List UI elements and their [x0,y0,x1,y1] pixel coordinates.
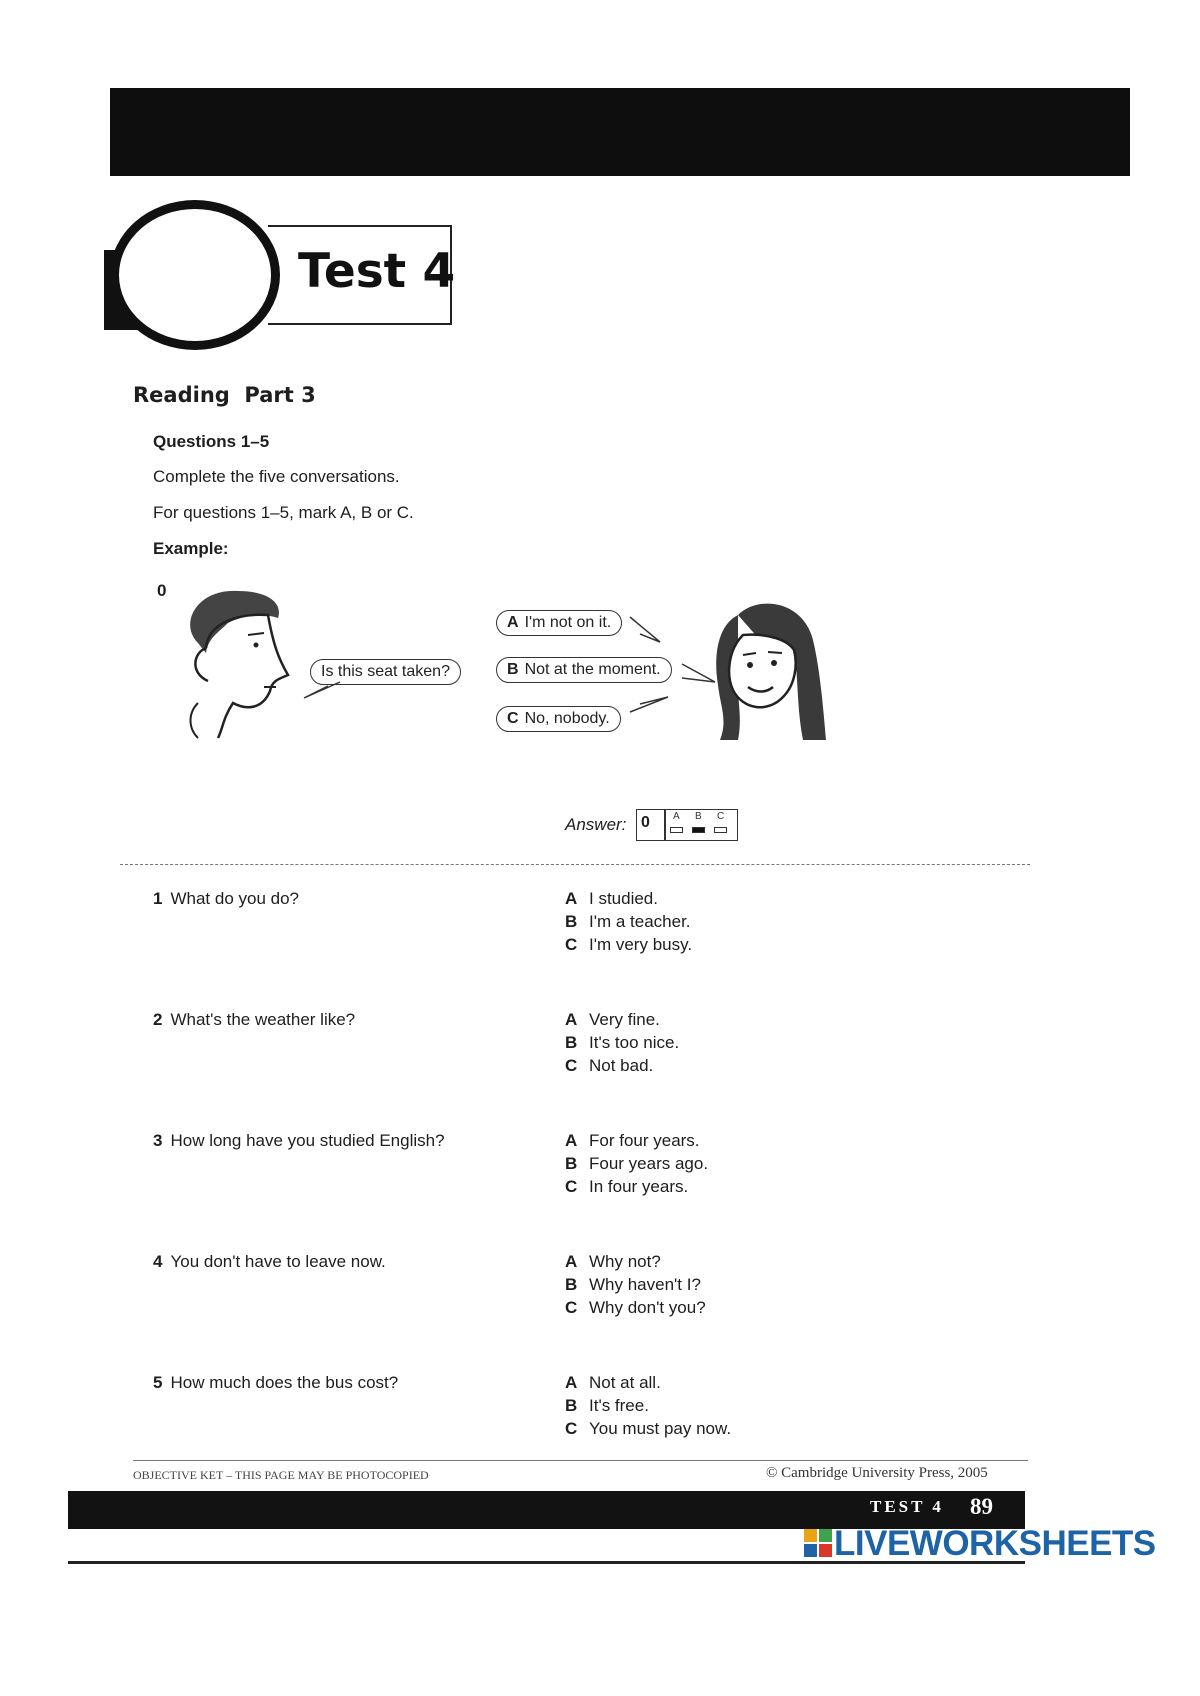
question-4-options [565,1252,706,1321]
example-question-bubble: Is this seat taken? [310,659,461,685]
question-5: 5 How much does the bus cost? [153,1373,399,1392]
answer-slot-c [714,827,727,833]
liveworksheets-watermark: LIVEWORKSHEETS [834,1524,1156,1563]
answer-slot-b-selected [692,827,705,833]
question-1-options [565,889,692,958]
footer-rule [133,1460,1028,1461]
answer-letter-a: A [673,811,680,822]
section-title: Reading Part 3 [133,383,316,407]
answer-number: 0 [641,814,650,831]
option-b[interactable]: B Four years ago. [565,1154,709,1173]
question-5-options [565,1373,731,1442]
man-illustration [168,583,308,743]
example-option-c: C No, nobody. [496,706,621,732]
page-number: 89 [970,1494,993,1519]
footer-photocopy-note: OBJECTIVE KET – THIS PAGE MAY BE PHOTOCOPIED [133,1468,429,1482]
section-divider [120,864,1030,866]
option-c[interactable]: C Why don't you? [565,1298,706,1317]
option-b[interactable]: B Why haven't I? [565,1275,701,1294]
question-3-options [565,1131,708,1200]
test-title: Test 4 [298,244,456,299]
instruction-text: Complete the five conversations. [153,467,400,486]
question-4: 4 You don't have to leave now. [153,1252,386,1271]
question-2: 2 What's the weather like? [153,1010,356,1029]
option-b[interactable]: B I'm a teacher. [565,912,691,931]
instruction-mark: For questions 1–5, mark A, B or C. [153,503,414,522]
header-bar [110,88,1130,176]
option-a[interactable]: A Not at all. [565,1373,661,1392]
question-1: 1 What do you do? [153,889,299,908]
option-c[interactable]: C Not bad. [565,1056,654,1075]
answer-grid-divider [664,810,666,840]
option-c[interactable]: C I'm very busy. [565,935,693,954]
answer-letter-b: B [695,811,702,822]
footer-test-label: TEST 4 [870,1497,944,1516]
option-a[interactable]: A For four years. [565,1131,700,1150]
question-3: 3 How long have you studied English? [153,1131,445,1150]
example-option-b: B Not at the moment. [496,657,672,683]
option-a[interactable]: A I studied. [565,889,658,908]
bubble-tail-icon [300,680,350,702]
example-label: Example: [153,539,229,558]
answer-label: Answer: [565,815,627,834]
questions-range: Questions 1–5 [153,432,270,451]
option-a[interactable]: A Why not? [565,1252,661,1271]
woman-illustration [698,595,833,745]
test-badge-circle [110,200,280,350]
option-c[interactable]: C In four years. [565,1177,689,1196]
footer-copyright: © Cambridge University Press, 2005 [766,1465,988,1481]
answer-slot-a [670,827,683,833]
liveworksheets-logo-icon [804,1529,832,1557]
option-b[interactable]: B It's free. [565,1396,649,1415]
question-2-options [565,1010,679,1079]
answer-letter-c: C [717,811,725,822]
option-c[interactable]: C You must pay now. [565,1419,732,1438]
option-b[interactable]: B It's too nice. [565,1033,680,1052]
example-number: 0 [157,581,167,600]
option-a[interactable]: A Very fine. [565,1010,660,1029]
example-option-a: A I'm not on it. [496,610,622,636]
